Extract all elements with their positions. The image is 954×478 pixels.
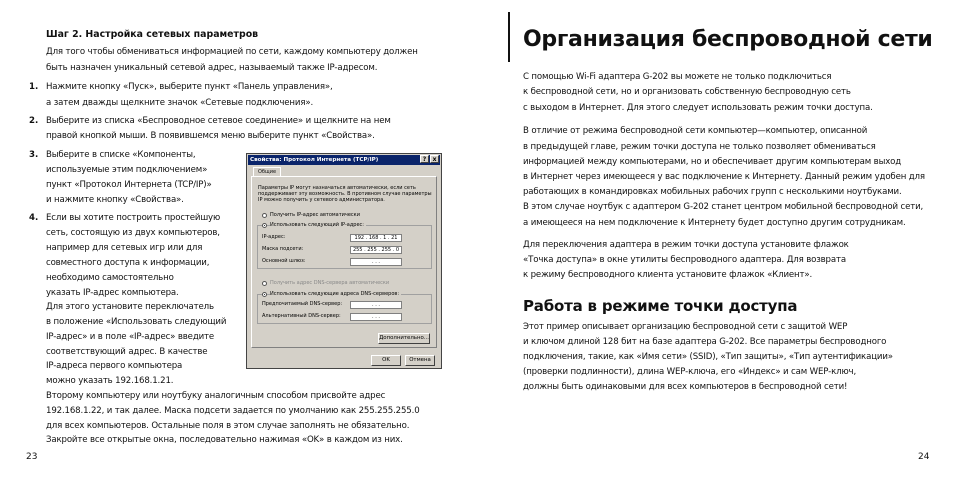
p1-line-2: к беспроводной сети, но и организовать собственную беспроводную сеть	[523, 87, 851, 97]
manual-dns-radio[interactable]	[262, 292, 267, 297]
p4-line-5: должны быть одинаковыми для всех компьютеров в беспроводной сети!	[523, 382, 848, 392]
item-3-line-2: используемые этим подключением»	[46, 165, 208, 175]
p2-line-2: в предыдущей главе, режим точки доступа не только позволяет обмениваться	[523, 142, 876, 152]
item-3-line-4: и нажмите кнопку «Свойства».	[46, 195, 184, 205]
p2-line-3: информацией между компьютерами, но и обеспечивает другим компьютерам выход	[523, 157, 902, 167]
p2-line-1: В отличие от режима беспроводной сети компьютер—компьютер, описанной	[523, 126, 868, 136]
subnet-mask-field[interactable]: 255 . 255 . 255 . 0	[350, 246, 402, 254]
help-button[interactable]: ?	[420, 155, 429, 163]
item-2-number: 2.	[29, 116, 39, 126]
page-number-left: 23	[26, 452, 38, 462]
manual-ip-label: Использовать следующий IP-адрес:	[270, 222, 364, 228]
item-1-line-2: а затем дважды щелкните значок «Сетевые подключения».	[46, 98, 314, 108]
preferred-dns-field[interactable]: . . .	[350, 301, 402, 309]
item-4-line-9: IP-адрес» и в поле «IP-адрес» введите	[46, 332, 215, 342]
p2-line-4: в Интернет через имеющееся у вас подключение к Интернету. Данный режим удобен для	[523, 172, 925, 182]
p2-line-6: В этом случае ноутбук с адаптером G-202 станет центром мобильной беспроводной сети,	[523, 202, 924, 212]
manual-dns-label: Использовать следующие адреса DNS-серверов:	[270, 291, 400, 297]
manual-ip-radio[interactable]	[262, 223, 267, 228]
item-1-number: 1.	[29, 82, 39, 92]
p3-line-1: Для переключения адаптера в режим точки доступа установите флажок	[523, 240, 849, 250]
auto-dns-radio[interactable]	[262, 281, 267, 286]
section-subtitle: Работа в режиме точки доступа	[523, 297, 798, 315]
desc-line-2: поддерживает эту возможность. В противном случае параметры	[258, 191, 432, 197]
item-3-line-3: пункт «Протокол Интернета (TCP/IP)»	[46, 180, 212, 190]
auto-dns-label: Получить адрес DNS-сервера автоматически	[270, 280, 390, 286]
page-title: Организация беспроводной сети	[523, 27, 933, 52]
step-title: Шаг 2. Настройка сетевых параметров	[46, 29, 259, 40]
tab-general[interactable]: Общие	[253, 167, 281, 177]
preferred-dns-label: Предпочитаемый DNS-сервер:	[262, 301, 343, 307]
alternate-dns-label: Альтернативный DNS-сервер:	[262, 313, 341, 319]
item-4-line-12: можно указать 192.168.1.21.	[46, 376, 174, 386]
general-panel	[251, 176, 437, 348]
auto-ip-label: Получить IP-адрес автоматически	[270, 212, 360, 218]
gateway-field[interactable]: . . .	[350, 258, 402, 266]
manual-dns-group	[257, 294, 432, 324]
p2-line-5: работающих в командировках мобильных рабочих групп с несколькими ноутбуками.	[523, 187, 902, 197]
ip-address-field[interactable]: 192 . 168 . 1 . 21	[350, 234, 402, 242]
gateway-label: Основной шлюз:	[262, 258, 306, 264]
desc-line-3: IP можно получить у сетевого администратора.	[258, 197, 385, 203]
advanced-button[interactable]: Дополнительно...	[378, 333, 430, 344]
close-button[interactable]: x	[430, 155, 439, 163]
page-number-right: 24	[918, 452, 930, 462]
item-4-line-4: совместного доступа к информации,	[46, 258, 210, 268]
intro-line-2: быть назначен уникальный сетевой адрес, называемый также IP-адресом.	[46, 63, 378, 73]
item-1-line-1: Нажмите кнопку «Пуск», выберите пункт «Панель управления»,	[46, 82, 333, 92]
tail-line-1: Второму компьютеру или ноутбуку аналогичным способом присвойте адрес	[46, 391, 386, 401]
p1-line-3: с выходом в Интернет. Для этого следует использовать режим точки доступа.	[523, 103, 873, 113]
item-4-line-3: например для сетевых игр или для	[46, 243, 203, 253]
p1-line-1: С помощью Wi-Fi адаптера G-202 вы можете не только подключиться	[523, 72, 832, 82]
cancel-button[interactable]: Отмена	[405, 355, 435, 366]
p3-line-2: «Точка доступа» в окне утилиты беспроводного адаптера. Для возврата	[523, 255, 846, 265]
tail-line-2: 192.168.1.22, и так далее. Маска подсети задается по умолчанию как 255.255.255.0	[46, 406, 420, 416]
p4-line-2: и ключом длиной 128 бит на базе адаптера G-202. Все параметры беспроводного	[523, 337, 887, 347]
dialog-title-bar	[248, 155, 440, 165]
p4-line-4: (проверки подлинности), длина WEP-ключа, его «Индекс» и сам WEP-ключ,	[523, 367, 857, 377]
item-4-line-5: необходимо самостоятельно	[46, 273, 174, 283]
intro-line-1: Для того чтобы обмениваться информацией по сети, каждому компьютеру должен	[46, 47, 418, 57]
dialog-title: Свойства: Протокол Интернета (TCP/IP)	[250, 157, 379, 163]
auto-ip-radio[interactable]	[262, 213, 267, 218]
tail-line-4: Закройте все открытые окна, последовательно нажимая «OK» в каждом из них.	[46, 435, 403, 445]
p4-line-3: подключения, такие, как «Имя сети» (SSID), «Тип защиты», «Тип аутентификации»	[523, 352, 893, 362]
item-3-line-1: Выберите в списке «Компоненты,	[46, 150, 196, 160]
item-4-line-1: Если вы хотите построить простейшую	[46, 213, 221, 223]
p2-line-7: а имеющееся на нем подключение к Интернету будет доступно другим сотрудникам.	[523, 218, 906, 228]
item-3-number: 3.	[29, 150, 39, 160]
p4-line-1: Этот пример описывает организацию беспроводной сети с защитой WEP	[523, 322, 848, 332]
item-2-line-2: правой кнопкой мыши. В появившемся меню выберите пункт «Свойства».	[46, 131, 375, 141]
title-accent-bar	[508, 12, 510, 62]
ip-address-label: IP-адрес:	[262, 234, 286, 240]
item-4-number: 4.	[29, 213, 39, 223]
item-4-line-6: указать IP-адрес компьютера.	[46, 288, 179, 298]
item-2-line-1: Выберите из списка «Беспроводное сетевое соединение» и щелкните на нем	[46, 116, 391, 126]
item-4-line-2: сеть, состоящую из двух компьютеров,	[46, 228, 220, 238]
item-4-line-10: соответствующий адрес. В качестве	[46, 347, 208, 357]
ok-button[interactable]: OK	[371, 355, 401, 366]
item-4-line-8: в положение «Использовать следующий	[46, 317, 227, 327]
tcpip-properties-dialog	[246, 153, 442, 369]
alternate-dns-field[interactable]: . . .	[350, 313, 402, 321]
subnet-mask-label: Маска подсети:	[262, 246, 304, 252]
tail-line-3: для всех компьютеров. Остальные поля в этом случае заполнять не обязательно.	[46, 421, 410, 431]
p3-line-3: к режиму беспроводного клиента установите флажок «Клиент».	[523, 270, 813, 280]
item-4-line-7: Для этого установите переключатель	[46, 302, 214, 312]
desc-line-1: Параметры IP могут назначаться автоматически, если сеть	[258, 185, 416, 191]
item-4-line-11: IP-адреса первого компьютера	[46, 361, 183, 371]
